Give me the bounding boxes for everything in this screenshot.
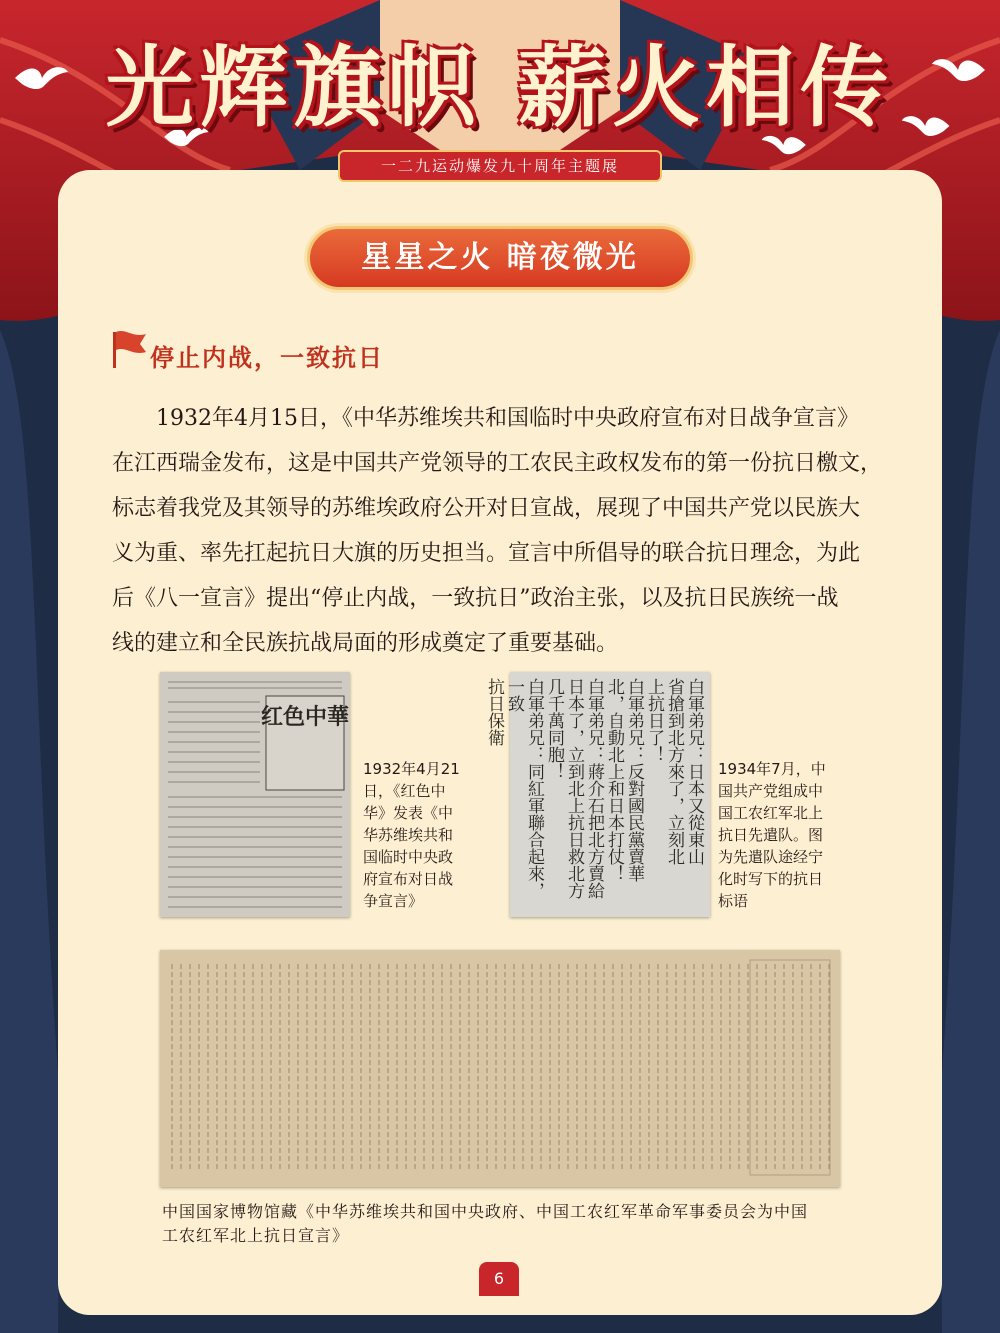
slogan-column: 白軍弟兄：日本又從東山 bbox=[684, 678, 704, 865]
caption-line: 工农红军北上抗日宣言》 bbox=[162, 1226, 350, 1245]
caption-line: 争宣言》 bbox=[363, 892, 424, 910]
section-banner-label: 星星之火 暗夜微光 bbox=[361, 240, 639, 275]
newspaper-photo bbox=[160, 672, 350, 917]
slogan-photo bbox=[484, 672, 710, 917]
caption-line: 1934年7月，中 bbox=[718, 760, 826, 778]
paragraph-line: 在江西瑞金发布，这是中国共产党领导的工农民主政权发布的第一份抗日檄文， bbox=[112, 451, 883, 476]
exhibition-subtitle: 一二九运动爆发九十周年主题展 bbox=[338, 150, 662, 182]
page-title: 光辉旗帜 薪火相传 bbox=[105, 36, 895, 139]
caption-line: 华苏维埃共和 bbox=[363, 826, 454, 844]
slogan-column: 白軍弟兄：蔣介石把北方賣給 bbox=[584, 678, 604, 899]
caption-line: 抗日先遣队。图 bbox=[718, 826, 824, 844]
caption-line: 国临时中央政 bbox=[363, 848, 454, 866]
slogan-handwriting bbox=[484, 678, 704, 910]
section-heading: 停止内战，一致抗日 bbox=[150, 344, 384, 372]
slogan-column: 日本了，立到北上抗日救北方 bbox=[564, 678, 584, 899]
slogan-column: 白軍弟兄：反對國民黨賣華 bbox=[624, 678, 644, 882]
caption-line: 府宣布对日战 bbox=[363, 870, 454, 888]
declaration-caption bbox=[162, 1200, 842, 1248]
paragraph-line: 后《八一宣言》提出“停止内战，一致抗日”政治主张，以及抗日民族统一战 bbox=[112, 586, 839, 611]
newspaper-masthead: 红色中華 bbox=[260, 704, 350, 730]
declaration-document-photo bbox=[160, 950, 840, 1187]
slogan-column: 抗日保衛 bbox=[484, 678, 504, 746]
red-flag-icon bbox=[110, 328, 150, 370]
paragraph-line: 义为重、率先扛起抗日大旗的历史担当。宣言中所倡导的联合抗日理念，为此 bbox=[112, 541, 861, 566]
paragraph-line: 1932年4月15日，《中华苏维埃共和国临时中央政府宣布对日战争宣言》 bbox=[112, 406, 859, 431]
slogan-caption bbox=[718, 758, 843, 912]
page-number: 6 bbox=[479, 1262, 519, 1296]
body-paragraph bbox=[112, 396, 888, 666]
caption-line: 日，《红色中 bbox=[363, 782, 446, 800]
slogan-column: 省搶到北方來了，立刻北 bbox=[664, 678, 684, 865]
caption-line: 国工农红军北上 bbox=[718, 804, 824, 822]
caption-line: 标语 bbox=[718, 892, 749, 910]
caption-line: 华》发表《中 bbox=[363, 804, 454, 822]
caption-line: 中国国家博物馆藏《中华苏维埃共和国中央政府、中国工农红军革命军事委员会为中国 bbox=[162, 1202, 809, 1221]
paragraph-line: 标志着我党及其领导的苏维埃政府公开对日宣战，展现了中国共产党以民族大 bbox=[112, 496, 861, 521]
paragraph-line: 线的建立和全民族抗战局面的形成奠定了重要基础。 bbox=[112, 631, 619, 656]
caption-line: 1932年4月21 bbox=[363, 760, 460, 778]
newspaper-caption bbox=[363, 758, 483, 912]
caption-line: 化时写下的抗日 bbox=[718, 870, 824, 888]
slogan-column: 白軍弟兄：同紅軍聯合起來，一致 bbox=[504, 678, 544, 899]
slogan-column: 北，自動北上和日本打仗！ bbox=[604, 678, 624, 882]
caption-line: 国共产党组成中 bbox=[718, 782, 824, 800]
caption-line: 为先遣队途经宁 bbox=[718, 848, 824, 866]
slogan-column: 几千萬同胞！ bbox=[544, 678, 564, 780]
section-banner bbox=[307, 226, 693, 290]
slogan-column: 上抗日了！ bbox=[644, 678, 664, 763]
